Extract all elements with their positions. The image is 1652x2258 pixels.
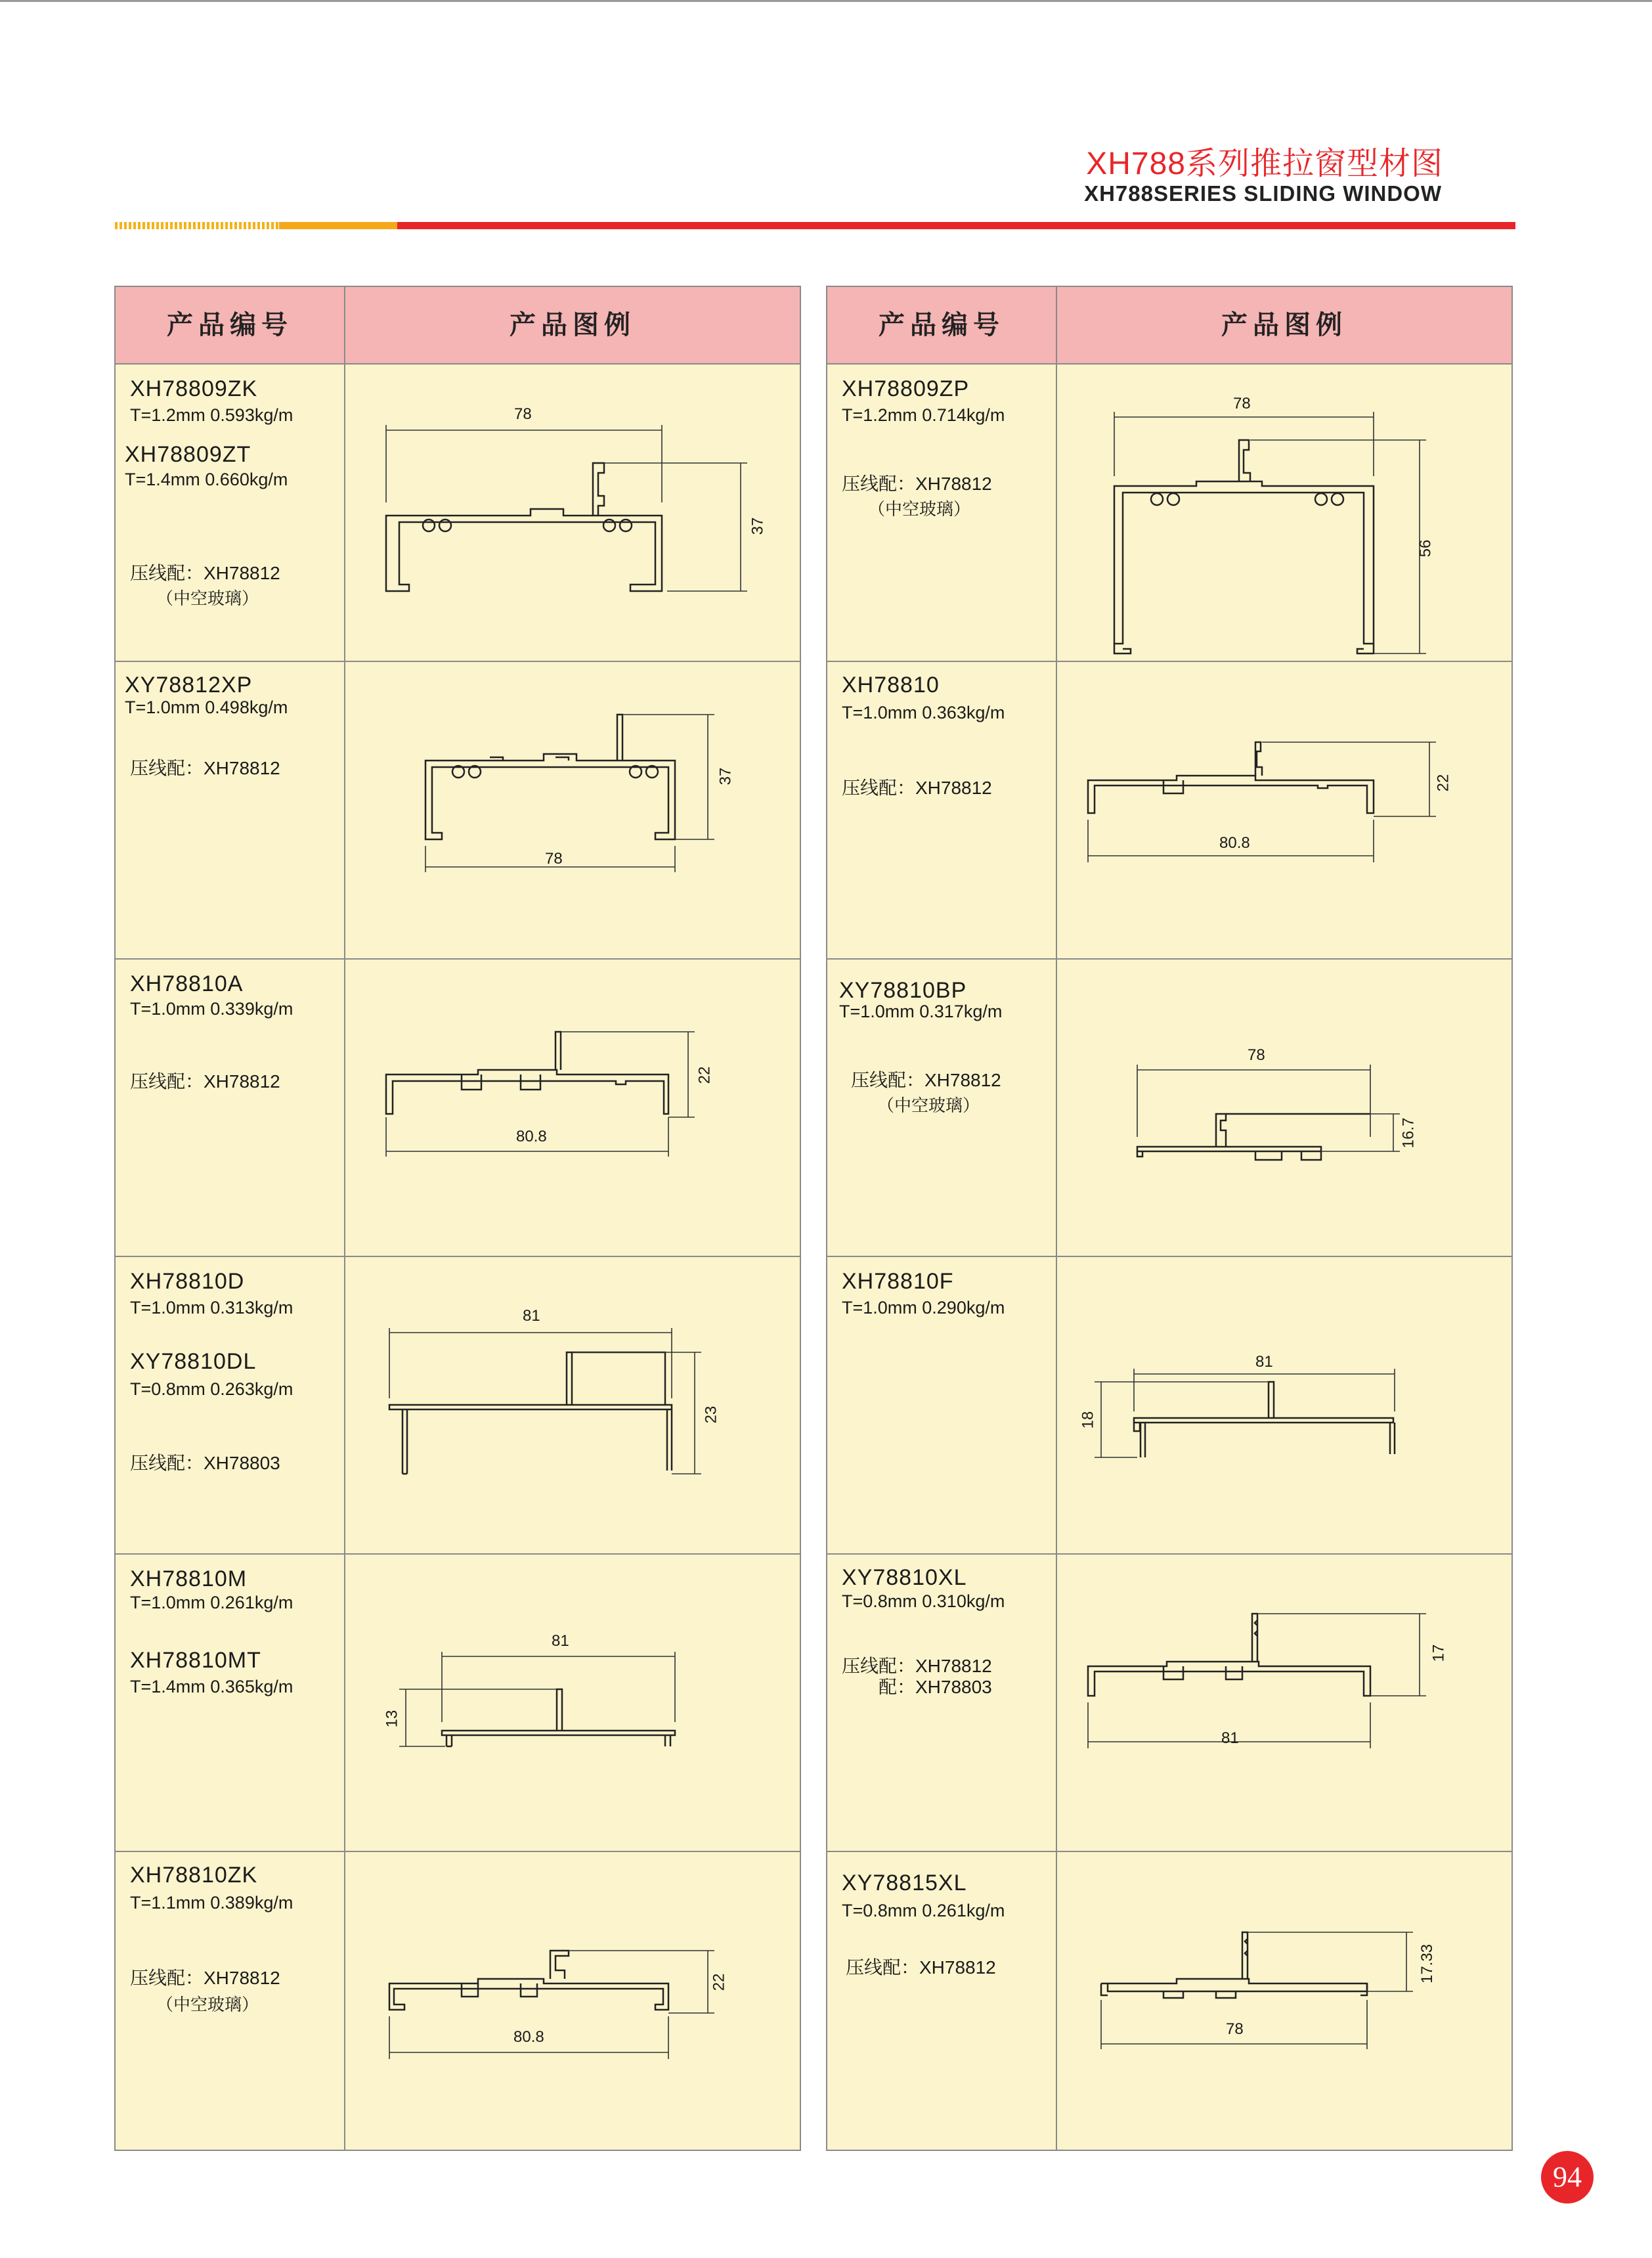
product-spec: T=1.0mm 0.317kg/m [839, 1002, 1003, 1021]
table-row [827, 662, 1511, 960]
table-row [827, 1257, 1511, 1555]
product-spec: T=1.0mm 0.290kg/m [842, 1298, 1005, 1317]
profile-drawing [1058, 1555, 1511, 1850]
product-spec: T=1.0mm 0.363kg/m [842, 703, 1005, 722]
page-number: 94 [1541, 2151, 1594, 2203]
fitting-note: 压线配：XH78812 [130, 563, 280, 583]
fitting-note: 压线配：XH78812 [842, 474, 992, 494]
profile-drawing-svg [347, 960, 800, 1255]
profile-drawing [347, 1852, 800, 2148]
decor-stripe-red [397, 222, 1515, 229]
product-spec: T=0.8mm 0.261kg/m [842, 1901, 1005, 1920]
table-header [116, 287, 800, 365]
profile-drawing-svg [347, 1852, 800, 2148]
table-row [827, 1852, 1511, 2150]
fitting-subnote: （中空玻璃） [156, 1995, 259, 2014]
product-spec: T=1.0mm 0.313kg/m [130, 1298, 293, 1317]
fitting-note: 压线配：XH78812 [130, 1071, 280, 1092]
product-code: XH78810 [842, 673, 940, 697]
table-row [116, 1852, 800, 2150]
profile-drawing [1058, 662, 1511, 958]
header-product-drawing: 产品图例 [510, 311, 636, 340]
profile-drawing [347, 662, 800, 958]
product-spec-alt: T=1.4mm 0.365kg/m [130, 1677, 293, 1696]
dim-width: 80.8 [1219, 834, 1250, 852]
dim-width: 81 [523, 1307, 540, 1325]
fitting-subnote: （中空玻璃） [868, 499, 971, 519]
header-product-drawing: 产品图例 [1221, 311, 1347, 340]
profile-drawing-svg [347, 1555, 800, 1850]
profile-drawing-svg [1058, 662, 1511, 958]
product-code-alt: XY78810DL [130, 1349, 257, 1374]
fitting-note: 压线配：XH78812 [842, 1656, 992, 1676]
fitting-note: 压线配：XH78812 [846, 1957, 996, 1978]
product-code-alt: XH78809ZT [125, 442, 251, 467]
product-code: XH78810D [130, 1269, 245, 1294]
table-row [116, 662, 800, 960]
dim-width: 78 [545, 850, 563, 868]
product-spec: T=1.0mm 0.498kg/m [125, 697, 288, 717]
dim-width: 78 [514, 405, 532, 423]
dim-width: 81 [552, 1632, 569, 1650]
page-title-cn: XH788系列推拉窗型材图 [1086, 146, 1443, 181]
dim-width: 80.8 [513, 2028, 544, 2046]
profile-drawing [347, 1555, 800, 1850]
top-rule [0, 0, 1652, 2]
profile-drawing [347, 1257, 800, 1553]
dim-height: 17.33 [1418, 1943, 1437, 1984]
fitting-note: 压线配：XH78812 [851, 1070, 1001, 1090]
dim-height: 37 [716, 767, 735, 786]
profile-drawing [1058, 960, 1511, 1255]
product-spec-alt: T=0.8mm 0.263kg/m [130, 1379, 293, 1399]
product-spec: T=0.8mm 0.310kg/m [842, 1591, 1005, 1611]
profile-table-right [826, 286, 1513, 2151]
fitting-note: 压线配：XH78812 [130, 758, 280, 778]
profile-drawing-svg [1058, 1555, 1511, 1850]
dim-height: 18 [1079, 1411, 1097, 1429]
page-title-en: XH788SERIES SLIDING WINDOW [1084, 181, 1442, 206]
dim-height: 56 [1416, 539, 1435, 558]
profile-drawing-svg [347, 365, 800, 660]
table-row [827, 1555, 1511, 1852]
dim-height: 16.7 [1399, 1117, 1418, 1149]
profile-drawing-svg [347, 662, 800, 958]
dim-width: 78 [1226, 2020, 1244, 2038]
table-row [116, 1555, 800, 1852]
fitting-note-2: 配：XH78803 [879, 1677, 992, 1697]
profile-drawing-svg [1058, 1257, 1511, 1553]
profile-table-left [114, 286, 801, 2151]
product-code: XH78810M [130, 1566, 248, 1591]
profile-drawing [347, 365, 800, 660]
product-spec-alt: T=1.4mm 0.660kg/m [125, 470, 288, 489]
profile-drawing-svg [347, 1257, 800, 1553]
dim-width: 78 [1233, 395, 1251, 412]
profile-drawing-svg [1058, 365, 1511, 660]
product-code: XH78810ZK [130, 1863, 258, 1888]
profile-drawing [1058, 1257, 1511, 1553]
product-code: XH78810A [130, 971, 244, 996]
profile-drawing [347, 960, 800, 1255]
dim-height: 22 [710, 1973, 728, 1991]
product-code-alt: XH78810MT [130, 1648, 261, 1673]
product-spec: T=1.0mm 0.261kg/m [130, 1593, 293, 1612]
dim-height: 17 [1429, 1644, 1448, 1662]
dim-width: 81 [1255, 1353, 1273, 1371]
product-spec: T=1.2mm 0.593kg/m [130, 405, 293, 425]
product-spec: T=1.2mm 0.714kg/m [842, 405, 1005, 425]
table-header [827, 287, 1511, 365]
decor-stripe-orange [279, 222, 397, 229]
dim-width: 81 [1221, 1729, 1239, 1747]
product-code: XY78815XL [842, 1871, 967, 1895]
table-row [827, 365, 1511, 662]
fitting-subnote: （中空玻璃） [877, 1096, 980, 1115]
table-row [827, 960, 1511, 1257]
dim-height: 23 [702, 1406, 720, 1424]
product-code: XH78809ZP [842, 376, 970, 401]
fitting-note: 压线配：XH78812 [130, 1968, 280, 1988]
fitting-note: 压线配：XH78812 [842, 778, 992, 798]
profile-drawing [1058, 1852, 1511, 2148]
product-code: XH78809ZK [130, 376, 258, 401]
product-code: XY78810XL [842, 1565, 967, 1590]
table-row [116, 960, 800, 1257]
dim-height: 22 [1434, 774, 1452, 792]
profile-drawing-svg [1058, 960, 1511, 1255]
product-code: XH78810F [842, 1269, 954, 1294]
product-code: XY78812XP [125, 673, 253, 697]
dim-height: 22 [695, 1066, 714, 1084]
profile-drawing-svg [1058, 1852, 1511, 2148]
dim-width: 80.8 [516, 1128, 547, 1145]
dim-width: 78 [1248, 1046, 1265, 1064]
fitting-subnote: （中空玻璃） [156, 588, 259, 608]
dim-height: 37 [749, 517, 767, 535]
product-spec: T=1.1mm 0.389kg/m [130, 1893, 293, 1913]
profile-drawing [1058, 365, 1511, 660]
header-product-code: 产品编号 [879, 311, 1005, 340]
table-row [116, 1257, 800, 1555]
product-code: XY78810BP [839, 978, 967, 1003]
fitting-note: 压线配：XH78803 [130, 1453, 280, 1473]
header-product-code: 产品编号 [167, 311, 293, 340]
product-spec: T=1.0mm 0.339kg/m [130, 999, 293, 1019]
dim-height: 13 [383, 1710, 401, 1728]
table-row [116, 365, 800, 662]
